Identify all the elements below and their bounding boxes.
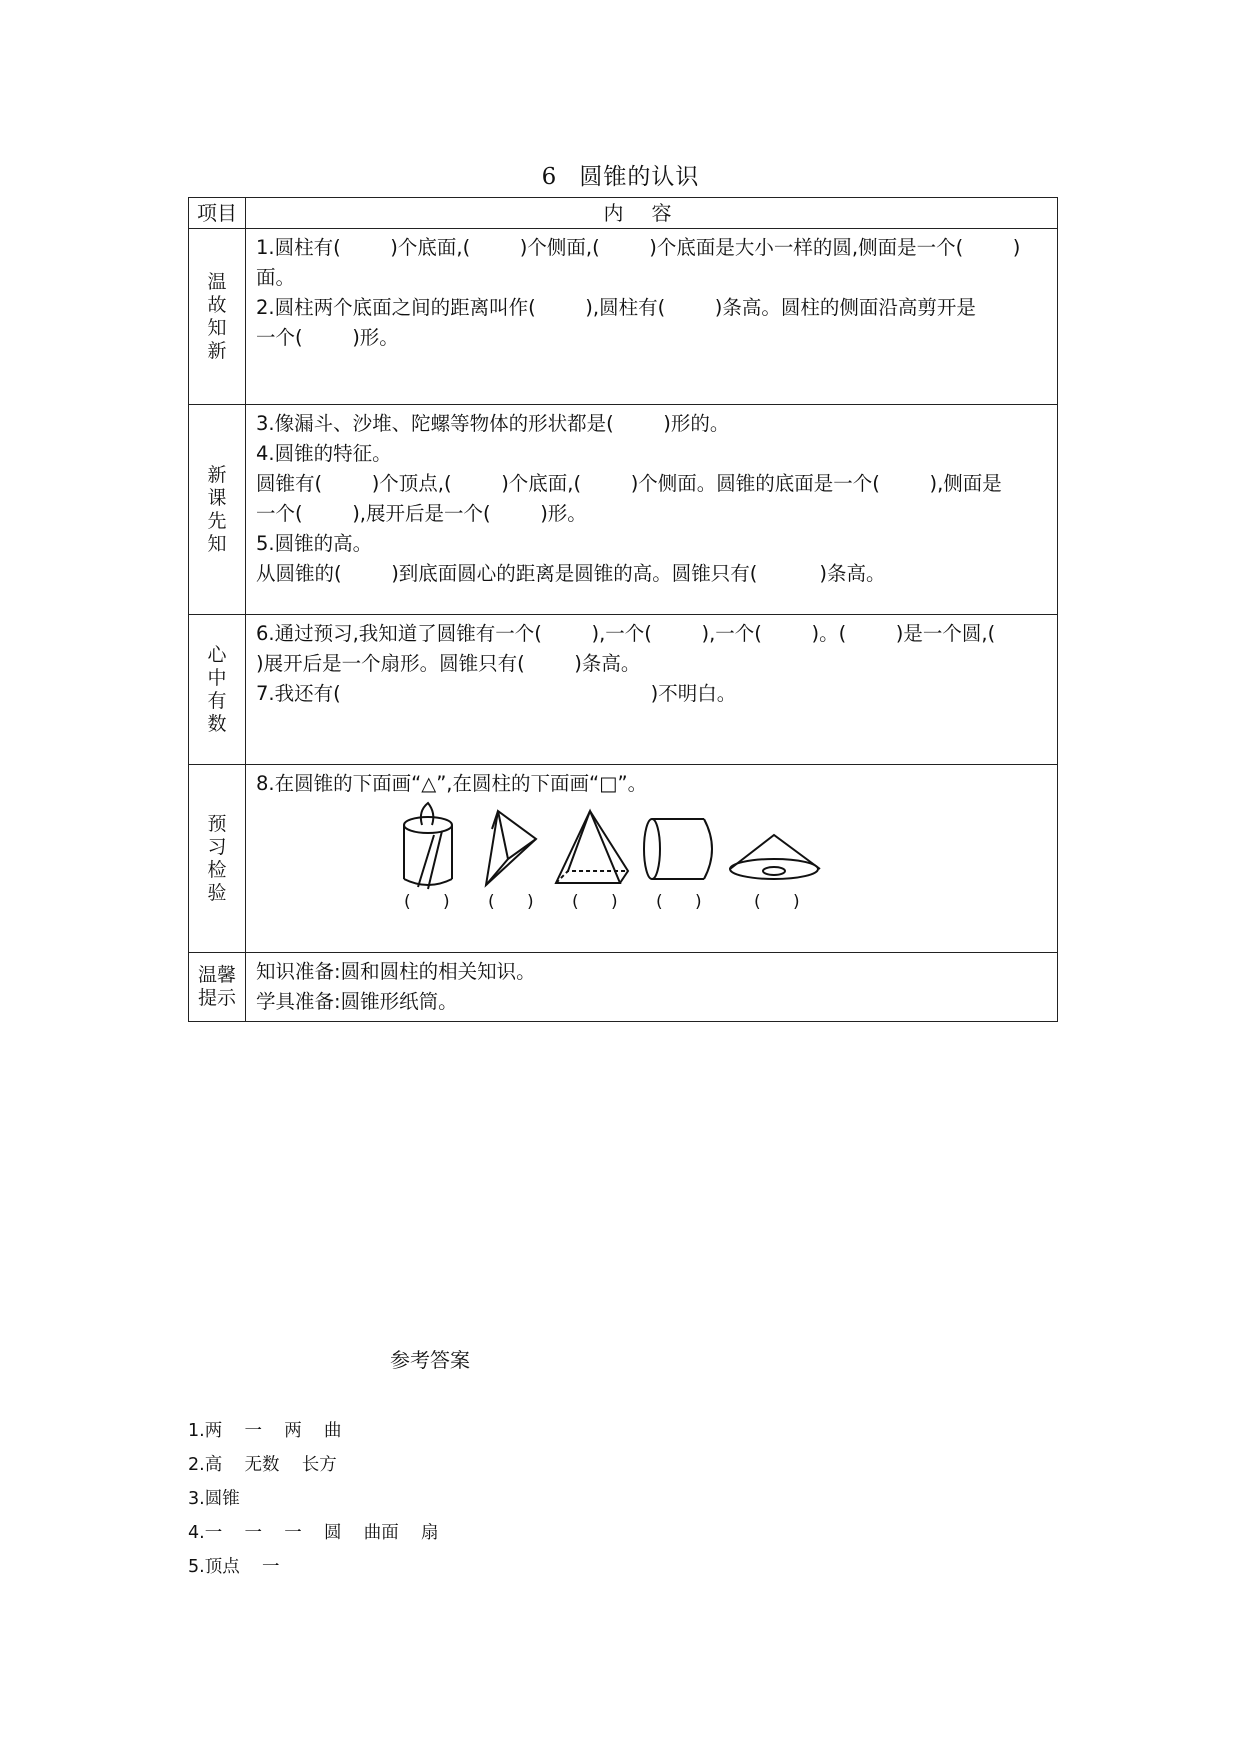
- table-row: [189, 405, 1058, 615]
- answer-item: 5.顶点 一: [188, 1557, 280, 1577]
- row-label: 心中有数: [189, 615, 246, 765]
- conical-hat-icon: [730, 835, 820, 879]
- content-line: 1.圆柱有( )个底面,( )个侧面,( )个底面是大小一样的圆,侧面是一个( ): [256, 236, 1021, 259]
- page-title: [0, 158, 1241, 191]
- triangular-pyramid-icon: [486, 811, 536, 885]
- header-col-content: 内容: [246, 198, 1058, 229]
- content-line: 知识准备:圆和圆柱的相关知识。: [256, 960, 536, 983]
- content-line: 8.在圆锥的下面画“△”,在圆柱的下面画“□”。: [256, 772, 648, 795]
- content-line: 6.通过预习,我知道了圆锥有一个( ),一个( ),一个( )。( )是一个圆,(: [256, 622, 996, 645]
- row-content: [246, 765, 1058, 953]
- row-label: 温故知新: [189, 229, 246, 405]
- answers-title: 参考答案: [390, 1348, 470, 1372]
- row-label: 预习检验: [189, 765, 246, 953]
- content-line: 2.圆柱两个底面之间的距离叫作( ),圆柱有( )条高。圆柱的侧面沿高剪开是: [256, 296, 976, 319]
- content-line: 3.像漏斗、沙堆、陀螺等物体的形状都是( )形的。: [256, 412, 730, 435]
- answer-blank[interactable]: ( ): [656, 892, 702, 912]
- row-label: 温馨提示: [189, 953, 246, 1022]
- horizontal-cylinder-icon: [644, 819, 712, 879]
- answer-blank[interactable]: ( ): [404, 892, 450, 912]
- answer-blank[interactable]: ( ): [488, 892, 534, 912]
- row-label: 新课先知: [189, 405, 246, 615]
- content-line: 一个( )形。: [256, 326, 399, 349]
- answer-item: 1.两 一 两 曲: [188, 1421, 342, 1441]
- answer-item: 3.圆锥: [188, 1489, 240, 1509]
- table-row: [189, 765, 1058, 953]
- answer-item: 4.一 一 一 圆 曲面 扇: [188, 1523, 439, 1543]
- title-number: 6: [541, 164, 558, 190]
- content-line: 面。: [256, 266, 296, 289]
- content-line: 一个( ),展开后是一个( )形。: [256, 502, 587, 525]
- square-pyramid-icon: [556, 811, 628, 883]
- title-text: 圆锥的认识: [579, 164, 700, 190]
- header-col-item: 项目: [189, 198, 246, 229]
- table-row: [189, 229, 1058, 405]
- row-content: [246, 615, 1058, 765]
- answer-item: 2.高 无数 长方: [188, 1455, 337, 1475]
- table-row: [189, 615, 1058, 765]
- row-content: [246, 229, 1058, 405]
- row-content: [246, 405, 1058, 615]
- table-row: [189, 953, 1058, 1022]
- row-content: [246, 953, 1058, 1022]
- content-line: 圆锥有( )个顶点,( )个底面,( )个侧面。圆锥的底面是一个( ),侧面是: [256, 472, 1002, 495]
- content-line: 7.我还有( )不明白。: [256, 682, 737, 705]
- content-line: 4.圆锥的特征。: [256, 442, 392, 465]
- content-line: 学具准备:圆锥形纸筒。: [256, 990, 458, 1013]
- content-line: 从圆锥的( )到底面圆心的距离是圆锥的高。圆锥只有( )条高。: [256, 562, 886, 585]
- shapes-area: [256, 799, 1047, 929]
- shapes-figure: [256, 799, 1046, 929]
- content-line: 5.圆锥的高。: [256, 532, 373, 555]
- content-line: )展开后是一个扇形。圆锥只有( )条高。: [256, 652, 641, 675]
- table-header-row: [189, 198, 1058, 229]
- answer-blank[interactable]: ( ): [572, 892, 618, 912]
- answers-list: [188, 1414, 438, 1584]
- answer-blank[interactable]: ( ): [754, 892, 800, 912]
- cylinder-with-tape-icon: [404, 803, 452, 889]
- worksheet-table: [188, 197, 1058, 1022]
